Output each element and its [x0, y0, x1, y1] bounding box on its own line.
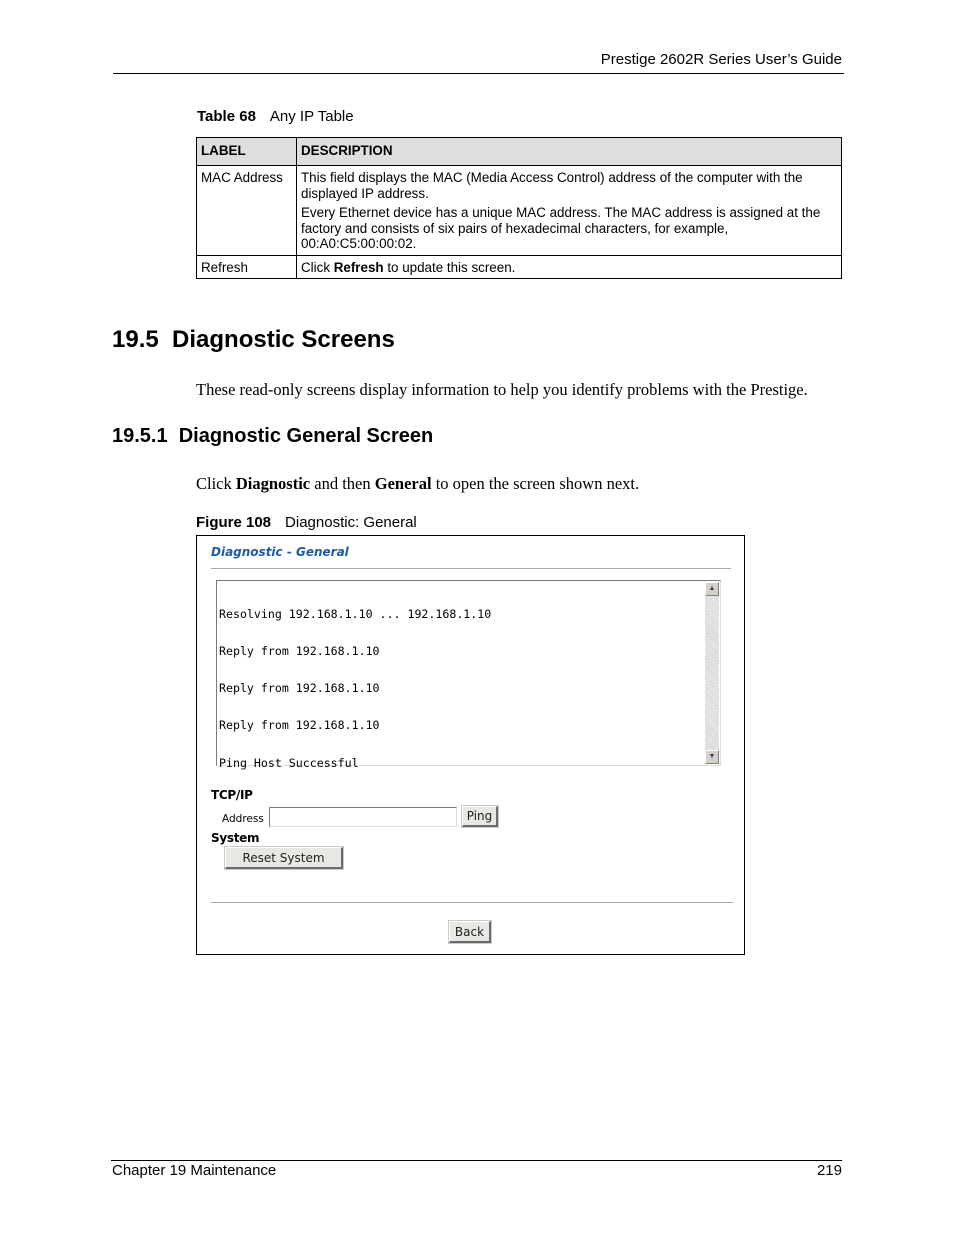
subsection-instructions [196, 474, 639, 494]
row-description [297, 166, 842, 256]
row-label: Refresh [197, 255, 297, 279]
description-text: Click [301, 259, 334, 275]
diagnostic-general-screenshot [196, 535, 745, 955]
row-description [297, 255, 842, 279]
title-divider [211, 568, 731, 570]
instruction-bold-general: General [374, 474, 432, 493]
figure-caption [196, 514, 417, 531]
footer-chapter: Chapter 19 Maintenance [112, 1162, 277, 1179]
diagnostic-output-textarea[interactable] [216, 580, 721, 770]
column-header-description: DESCRIPTION [297, 138, 842, 166]
footer-rule [111, 1160, 842, 1161]
output-line: Resolving 192.168.1.10 ... 192.168.1.10 [219, 606, 492, 621]
page-number: 219 [816, 1162, 842, 1179]
vertical-scrollbar[interactable] [705, 582, 719, 764]
running-header-title: Prestige 2602R Series User’s Guide [600, 51, 842, 68]
table-row [197, 166, 842, 256]
output-line: Reply from 192.168.1.10 [219, 718, 380, 733]
description-bold-term: Refresh [333, 259, 384, 275]
any-ip-table [196, 137, 842, 279]
figure-caption-number: Figure 108 [196, 514, 272, 531]
figure-caption-text: Diagnostic: General [285, 514, 417, 531]
row-label: MAC Address [197, 166, 297, 256]
address-label: Address [222, 813, 264, 825]
description-text: to update this screen. [383, 259, 516, 275]
header-rule [113, 73, 844, 74]
table-row [197, 255, 842, 279]
column-header-label: LABEL [197, 138, 297, 166]
back-button[interactable]: Back [449, 921, 491, 943]
subsection-heading: 19.5.1 Diagnostic General Screen [112, 425, 434, 447]
table-header-row [197, 138, 842, 166]
description-paragraph: Every Ethernet device has a unique MAC address. The MAC address is assigned at the factory and consists of six pairs of hexadecimal characters, for example, 00:A0:C5:00:00:02. [301, 205, 821, 251]
screen-title: Diagnostic - General [211, 545, 349, 559]
section-heading: 19.5 Diagnostic Screens [112, 326, 395, 353]
system-section-label: System [211, 831, 260, 845]
output-line: Reply from 192.168.1.10 [219, 681, 380, 696]
instruction-text: to open the screen shown next. [431, 474, 640, 493]
address-input[interactable] [269, 807, 457, 827]
table-caption [197, 108, 354, 125]
table-caption-number: Table 68 [197, 108, 256, 125]
output-line: Ping Host Successful [219, 755, 359, 770]
scroll-down-arrow-icon[interactable]: ▼ [705, 750, 719, 764]
description-paragraph: This field displays the MAC (Media Access Control) address of the computer with the displayed IP address. [301, 170, 803, 201]
scroll-up-arrow-icon[interactable]: ▲ [705, 582, 719, 596]
reset-system-button[interactable]: Reset System [225, 847, 343, 869]
output-line: Reply from 192.168.1.10 [219, 644, 380, 659]
diagnostic-output-lines [219, 583, 491, 794]
footer-divider [211, 902, 733, 904]
ping-button[interactable]: Ping [462, 806, 498, 827]
instruction-text: and then [310, 474, 375, 493]
instruction-bold-diagnostic: Diagnostic [235, 474, 311, 493]
instruction-text: Click [196, 474, 236, 493]
section-intro: These read-only screens display information to help you identify problems with the Prestige. [196, 380, 808, 399]
table-caption-text: Any IP Table [269, 108, 354, 125]
tcpip-section-label: TCP/IP [211, 788, 253, 802]
